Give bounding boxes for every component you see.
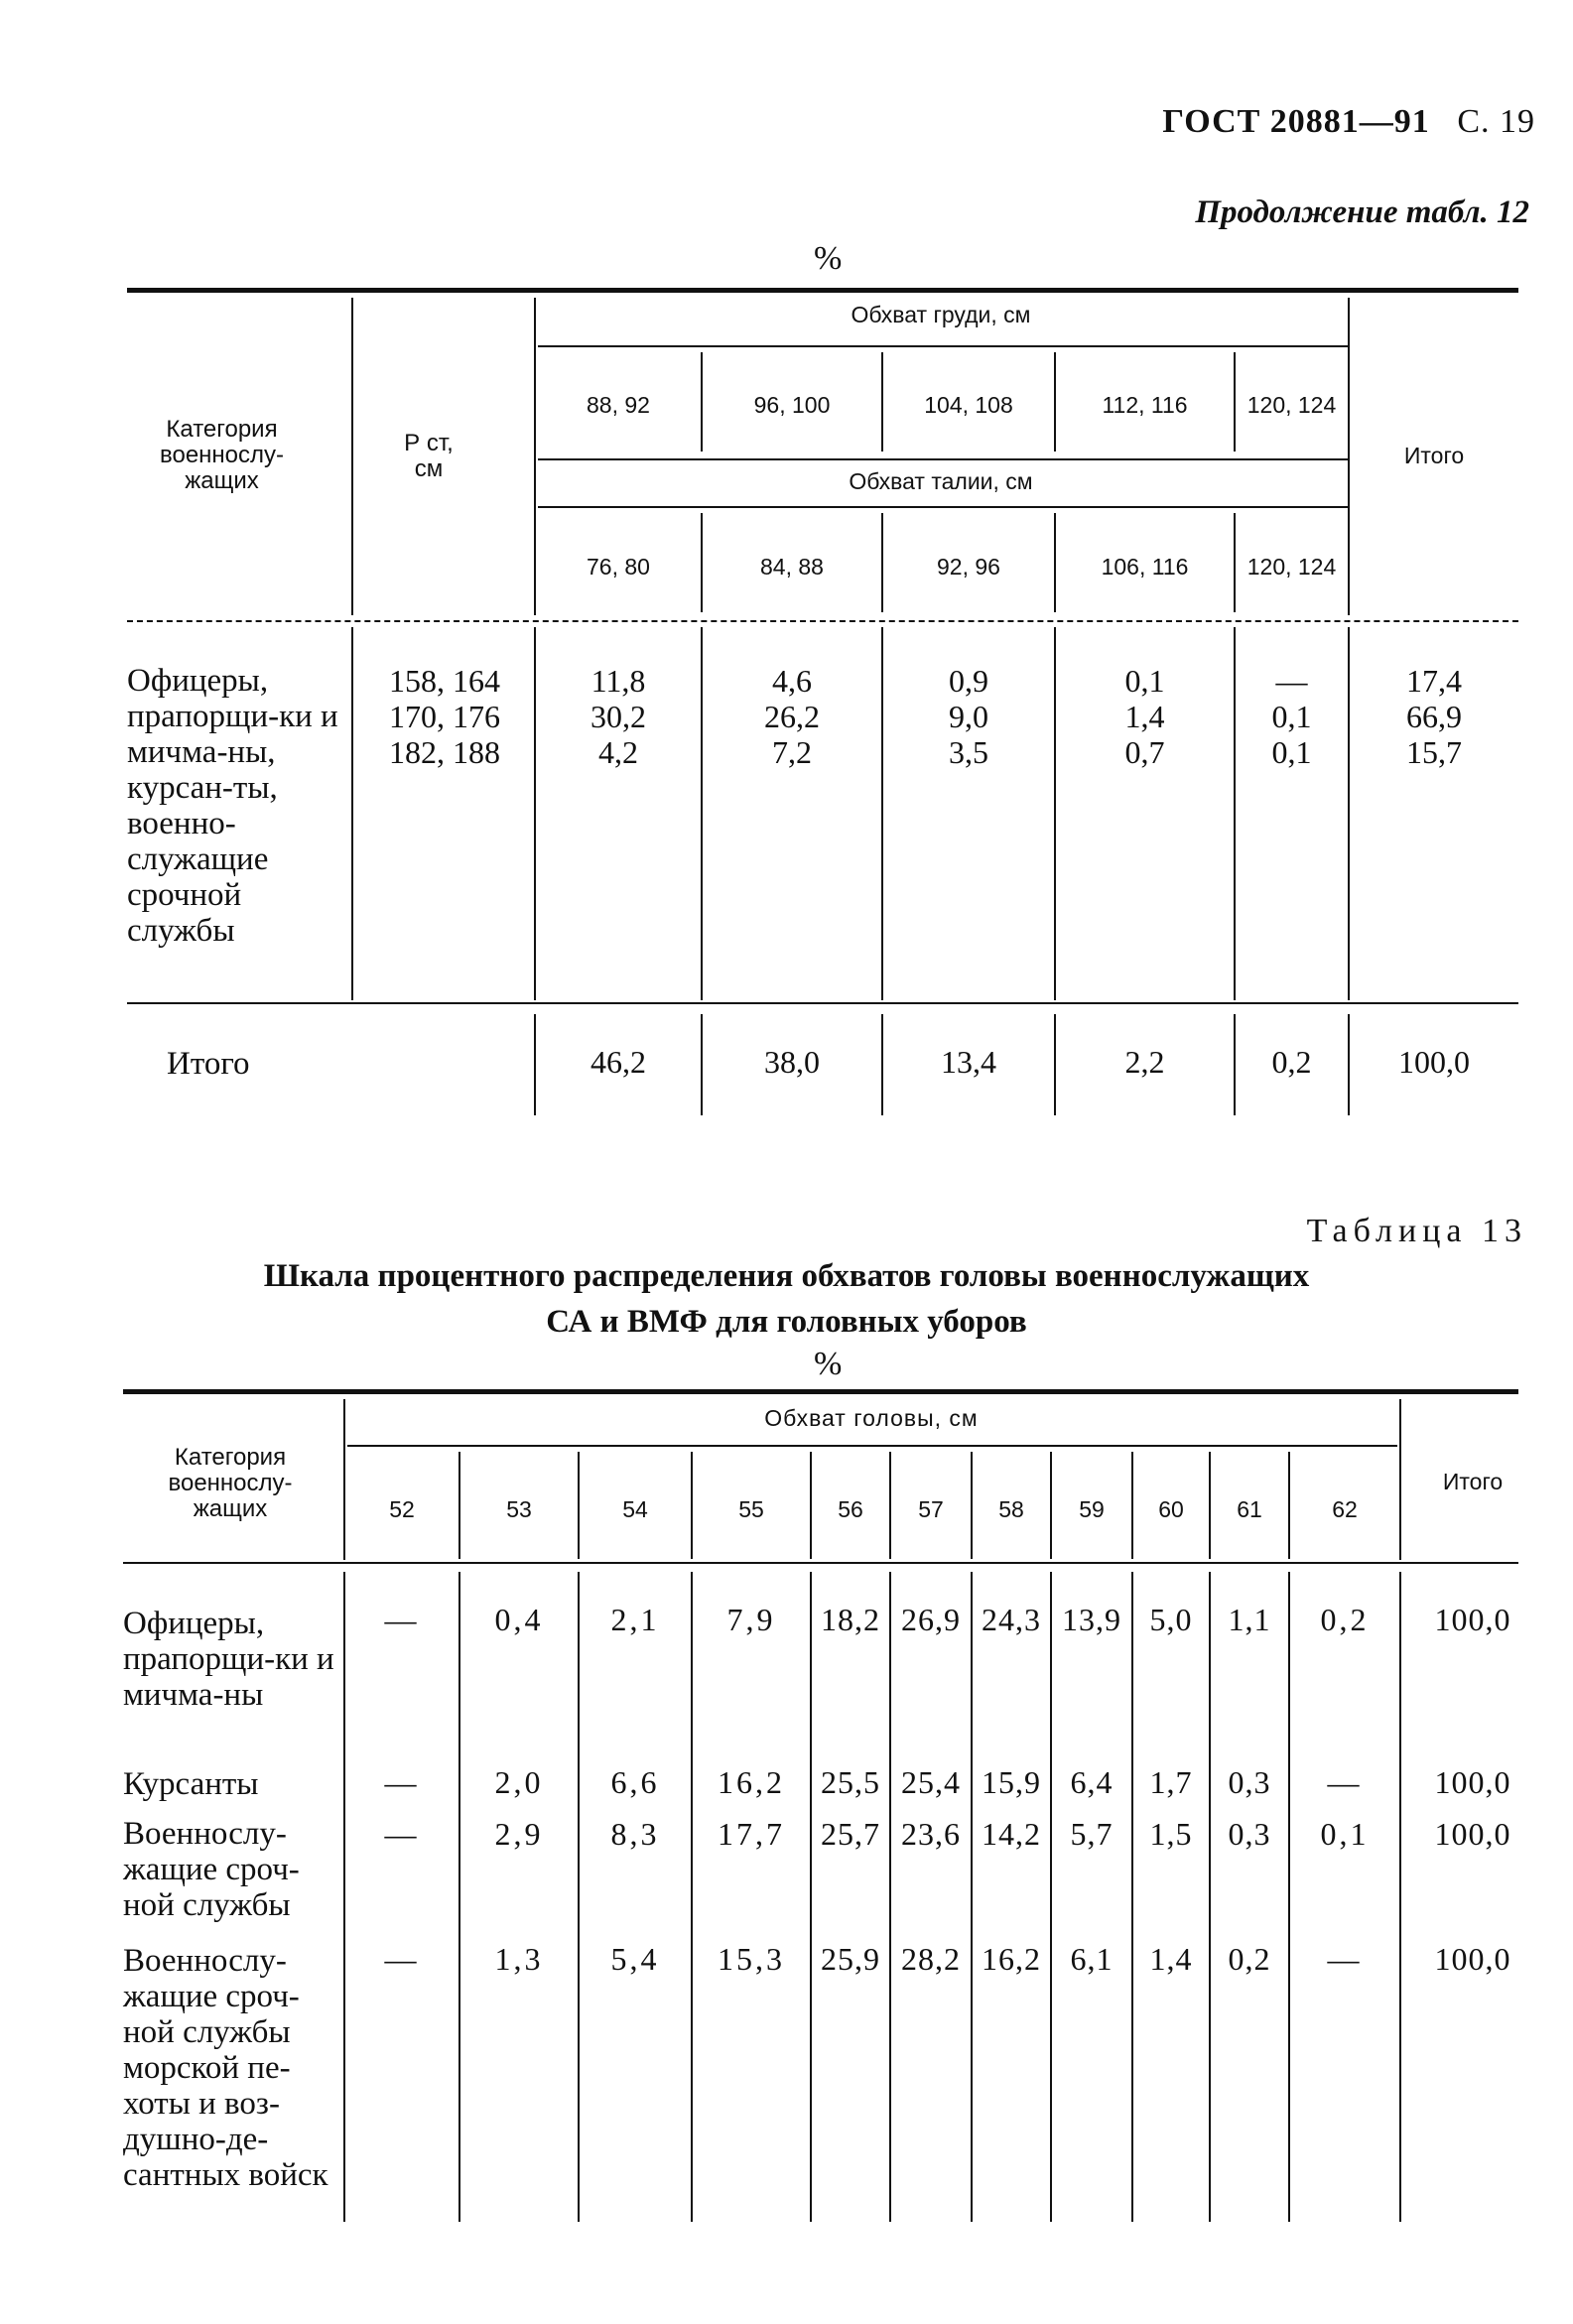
table13-row-category: Курсанты [123,1766,259,1802]
table13-row-category: Военнослу-жащие сроч-ной службы [123,1816,300,1923]
table12-waist-header: Обхват талии, см [849,468,1033,494]
table13-cell: 100,0 [1434,1764,1511,1800]
table13-cell: 16,2 [718,1764,785,1800]
page-header [1162,103,1535,141]
size-col: 59 [1079,1496,1105,1522]
size-col: 53 [506,1496,532,1522]
table13-cell: 15,9 [982,1764,1041,1800]
table13-cell: 25,7 [821,1816,880,1852]
size-col: 52 [389,1496,415,1522]
waist-col-2: 84, 88 [760,554,824,580]
table12-cell: 4,6 [772,663,812,699]
table13-cell: 5,7 [1070,1816,1114,1852]
table13-cell: 6,4 [1070,1764,1114,1800]
size-col: 58 [998,1496,1024,1522]
table13-cell: 18,2 [821,1602,880,1637]
page-number: С. 19 [1457,103,1535,140]
table13-cell: 25,4 [901,1764,961,1800]
table12-total-cell: 2,2 [1124,1044,1165,1080]
chest-col-1: 88, 92 [587,392,650,418]
chest-col-2: 96, 100 [753,392,831,418]
table12-height-2: 170, 176 [389,699,500,734]
table12-cell: 0,1 [1271,734,1312,770]
table13-cell: 1,3 [494,1941,544,1977]
table13-cell: 100,0 [1434,1941,1511,1977]
table12-total-cell: 100,0 [1398,1044,1470,1080]
table12-chest-header: Обхват груди, см [851,302,1031,327]
table13-cell: 28,2 [901,1941,961,1977]
table12-cell: 0,7 [1124,734,1165,770]
table13-cell: — [384,1816,420,1852]
table13-cell: 1,1 [1228,1602,1271,1637]
table13-cell: 2,0 [494,1764,544,1800]
table13-cell: 25,5 [821,1764,880,1800]
table13-cell: 25,9 [821,1941,880,1977]
size-col: 54 [622,1496,648,1522]
table12-cell: 11,8 [590,663,646,699]
table13-cell: — [1327,1764,1363,1800]
size-col: 56 [838,1496,863,1522]
size-col: 60 [1158,1496,1184,1522]
table13-cell: 0,3 [1228,1816,1271,1852]
table12-total-header: Итого [1403,443,1465,468]
table13-cell: 0,3 [1228,1764,1271,1800]
table12-continuation-label: Продолжение табл. 12 [1195,194,1529,230]
size-col: 55 [738,1496,764,1522]
table12-cell: 3,5 [949,734,988,770]
table13-row-category: Военнослу-жащие сроч-ной службы морской пе-хоты и воз-душно-де-сантных войск [123,1943,328,2193]
table12-cell: 0,9 [949,663,988,699]
table12-total-cell: 0,2 [1271,1044,1312,1080]
table12-unit: % [814,240,843,277]
table12-category-header: Категория военнослу-жащих [159,416,285,494]
table13-cell: 15,3 [718,1941,785,1977]
table13-cell: 6,1 [1070,1941,1114,1977]
table13-total-header: Итого [1442,1469,1504,1494]
table12-cell: 0,1 [1271,699,1312,734]
table13-cell: 1,4 [1149,1941,1193,1977]
table13-cell: 5,4 [610,1941,660,1977]
table12-cell: 1,4 [1124,699,1165,734]
table13-cell: 17,7 [718,1816,785,1852]
table13-cell: 0,4 [494,1602,544,1637]
table12-cell: — [1275,663,1308,699]
table13-cell: — [1327,1941,1363,1977]
waist-col-4: 106, 116 [1101,554,1189,580]
table12-cell: 17,4 [1406,663,1462,699]
table13-cell: 1,5 [1149,1816,1193,1852]
table12-total-label: Итого [167,1046,250,1082]
table12-total-cell: 38,0 [764,1044,820,1080]
table12-cell: 9,0 [949,699,988,734]
table13-cell: 8,3 [610,1816,660,1852]
table13-unit: % [814,1346,843,1382]
chest-col-5: 120, 124 [1246,392,1337,418]
table13-cell: 6,6 [610,1764,660,1800]
chest-col-3: 104, 108 [924,392,1013,418]
table13-cell: 2,1 [610,1602,660,1637]
table12-cell: 0,1 [1124,663,1165,699]
table13-cell: 24,3 [982,1602,1041,1637]
table12-cell: 26,2 [764,699,820,734]
waist-col-1: 76, 80 [587,554,650,580]
table13-cell: 7,9 [726,1602,776,1637]
size-col: 57 [918,1496,944,1522]
table13-category-header: Категория военнослу-жащих [168,1444,293,1522]
table13-cell: 0,2 [1320,1602,1370,1637]
table13-cell: 14,2 [982,1816,1041,1852]
table13-cell: 5,0 [1149,1602,1193,1637]
waist-col-5: 120, 124 [1246,554,1337,580]
table12-height-header: Р ст, см [404,430,454,482]
table13-label: Таблица 13 [1306,1213,1527,1249]
table12-category-cell: Офицеры, прапорщи-ки и мичма-ны, курсан-ты, военно-служащие срочной службы [127,663,338,949]
table13-cell: 0,2 [1228,1941,1271,1977]
table12-total-cell: 46,2 [590,1044,646,1080]
table13-cell: 16,2 [982,1941,1041,1977]
standard-number: ГОСТ 20881—91 [1162,103,1430,140]
table13-cell: — [384,1602,420,1637]
table12-total-cell: 13,4 [941,1044,996,1080]
table13-cell: 100,0 [1434,1602,1511,1637]
table12-cell: 66,9 [1406,699,1462,734]
table13-cell: 100,0 [1434,1816,1511,1852]
table13-row-category: Офицеры, прапорщи-ки и мичма-ны [123,1606,334,1713]
table13-cell: 2,9 [494,1816,544,1852]
table12-cell: 7,2 [772,734,812,770]
table13-cell: 26,9 [901,1602,961,1637]
table13-cell: 13,9 [1062,1602,1121,1637]
table13-title-line1: Шкала процентного распределения обхватов головы военнослужащих [263,1258,1310,1294]
chest-col-4: 112, 116 [1102,392,1188,418]
size-col: 62 [1332,1496,1358,1522]
table12-cell: 15,7 [1406,734,1462,770]
table12-cell: 30,2 [590,699,646,734]
table13-cell: 1,7 [1149,1764,1193,1800]
table13-cell: 23,6 [901,1816,961,1852]
table13-cell: 0,1 [1320,1816,1370,1852]
table12-height-1: 158, 164 [389,663,500,699]
table12-cell: 4,2 [598,734,638,770]
table13-cell: — [384,1764,420,1800]
table13-cell: — [384,1941,420,1977]
waist-col-3: 92, 96 [937,554,1000,580]
table13-title-line2: СА и ВМФ для головных уборов [546,1304,1027,1340]
table12-height-3: 182, 188 [389,734,500,770]
table13-head-header: Обхват головы, см [764,1405,979,1431]
size-col: 61 [1237,1496,1262,1522]
